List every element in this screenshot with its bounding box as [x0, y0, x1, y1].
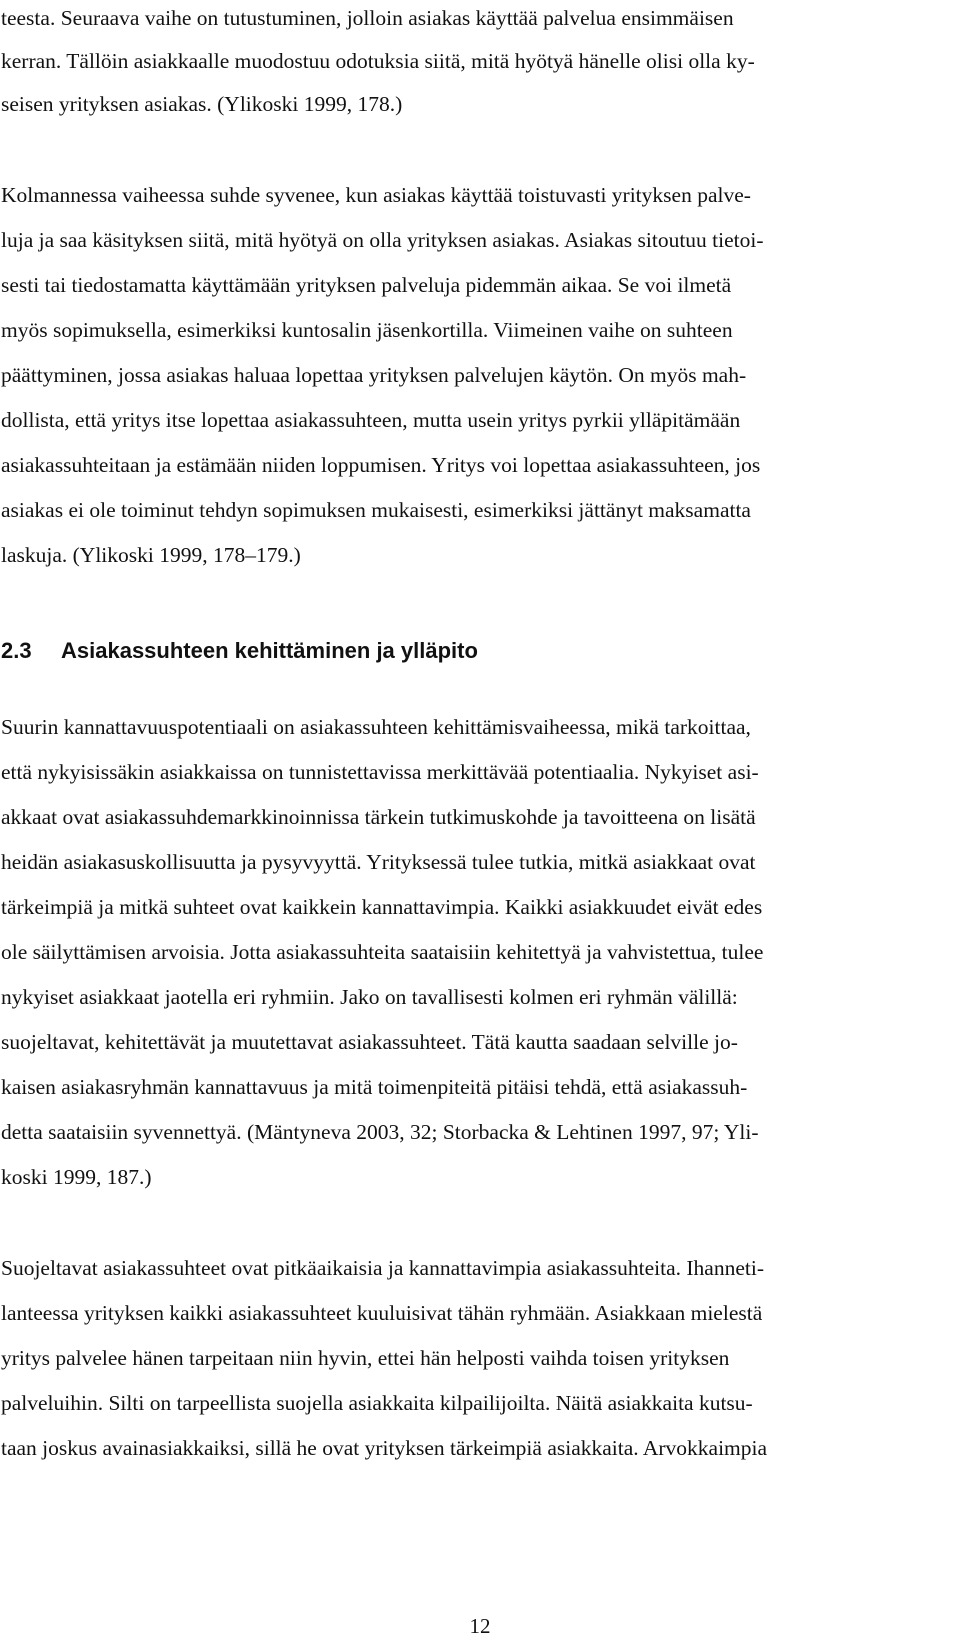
- paragraph-3-line-9: kaisen asiakasryhmän kannattavuus ja mitä toimenpiteitä pitäisi tehdä, että asiakassuh-: [1, 1075, 748, 1099]
- paragraph-3-line-1: Suurin kannattavuuspotentiaali on asiakassuhteen kehittämisvaiheessa, mikä tarkoittaa,: [1, 715, 751, 739]
- paragraph-2-line-8: asiakas ei ole toiminut tehdyn sopimuksen mukaisesti, esimerkiksi jättänyt maksamatta: [1, 498, 751, 522]
- section-heading: [1, 637, 478, 665]
- paragraph-2-line-9: laskuja. (Ylikoski 1999, 178–179.): [1, 543, 301, 567]
- paragraph-3-line-2: että nykyisissäkin asiakkaissa on tunnistettavissa merkittävää potentiaalia. Nykyiset asi-: [1, 760, 759, 784]
- paragraph-3-line-10: detta saataisiin syvennettyä. (Mäntyneva 2003, 32; Storbacka & Lehtinen 1997, 97; Yli-: [1, 1120, 759, 1144]
- paragraph-2-line-6: dollista, että yritys itse lopettaa asiakassuhteen, mutta usein yritys pyrkii ylläpitämään: [1, 408, 741, 432]
- paragraph-4-line-4: palveluihin. Silti on tarpeellista suojella asiakkaita kilpailijoilta. Näitä asiakkaita kutsu-: [1, 1391, 753, 1415]
- paragraph-1-line-3: seisen yrityksen asiakas. (Ylikoski 1999, 178.): [1, 92, 403, 116]
- paragraph-4-line-1: Suojeltavat asiakassuhteet ovat pitkäaikaisia ja kannattavimpia asiakassuhteita. Ihanneti-: [1, 1256, 764, 1280]
- paragraph-4-line-2: lanteessa yrityksen kaikki asiakassuhteet kuuluisivat tähän ryhmään. Asiakkaan mielestä: [1, 1301, 763, 1325]
- paragraph-3-line-4: heidän asiakasuskollisuutta ja pysyvyyttä. Yrityksessä tulee tutkia, mitkä asiakkaat ovat: [1, 850, 756, 874]
- paragraph-3-line-3: akkaat ovat asiakassuhdemarkkinoinnissa tärkein tutkimuskohde ja tavoitteena on lisätä: [1, 805, 756, 829]
- paragraph-2-line-2: luja ja saa käsityksen siitä, mitä hyötyä on olla yrityksen asiakas. Asiakas sitoutuu tietoi-: [1, 228, 764, 252]
- page-number: 12: [469, 1614, 491, 1638]
- paragraph-3-line-11: koski 1999, 187.): [1, 1165, 152, 1189]
- section-title: Asiakassuhteen kehittäminen ja ylläpito: [61, 638, 478, 663]
- paragraph-2-line-5: päättyminen, jossa asiakas haluaa lopettaa yrityksen palvelujen käytön. On myös mah-: [1, 363, 747, 387]
- paragraph-1-line-2: kerran. Tällöin asiakkaalle muodostuu odotuksia siitä, mitä hyötyä hänelle olisi olla ky-: [1, 49, 755, 73]
- paragraph-2-line-7: asiakassuhteitaan ja estämään niiden loppumisen. Yritys voi lopettaa asiakassuhteen, jos: [1, 453, 761, 477]
- paragraph-4-line-3: yritys palvelee hänen tarpeitaan niin hyvin, ettei hän helposti vaihda toisen yrityksen: [1, 1346, 730, 1370]
- section-number: 2.3: [1, 638, 32, 663]
- paragraph-2-line-1: Kolmannessa vaiheessa suhde syvenee, kun asiakas käyttää toistuvasti yrityksen palve-: [1, 183, 751, 207]
- paragraph-2-line-4: myös sopimuksella, esimerkiksi kuntosalin jäsenkortilla. Viimeinen vaihe on suhteen: [1, 318, 733, 342]
- paragraph-3-line-6: ole säilyttämisen arvoisia. Jotta asiakassuhteita saataisiin kehitettyä ja vahvistettua, tulee: [1, 940, 764, 964]
- paragraph-2-line-3: sesti tai tiedostamatta käyttämään yrityksen palveluja pidemmän aikaa. Se voi ilmetä: [1, 273, 732, 297]
- paragraph-1-line-1: teesta. Seuraava vaihe on tutustuminen, jolloin asiakas käyttää palvelua ensimmäisen: [1, 6, 734, 30]
- paragraph-3-line-5: tärkeimpiä ja mitkä suhteet ovat kaikkein kannattavimpia. Kaikki asiakkuudet eivät edes: [1, 895, 763, 919]
- paragraph-3-line-8: suojeltavat, kehitettävät ja muutettavat asiakassuhteet. Tätä kautta saadaan selville jo-: [1, 1030, 738, 1054]
- paragraph-4-line-5: taan joskus avainasiakkaiksi, sillä he ovat yrityksen tärkeimpiä asiakkaita. Arvokkaimpia: [1, 1436, 768, 1460]
- paragraph-3-line-7: nykyiset asiakkaat jaotella eri ryhmiin. Jako on tavallisesti kolmen eri ryhmän välillä:: [1, 985, 738, 1009]
